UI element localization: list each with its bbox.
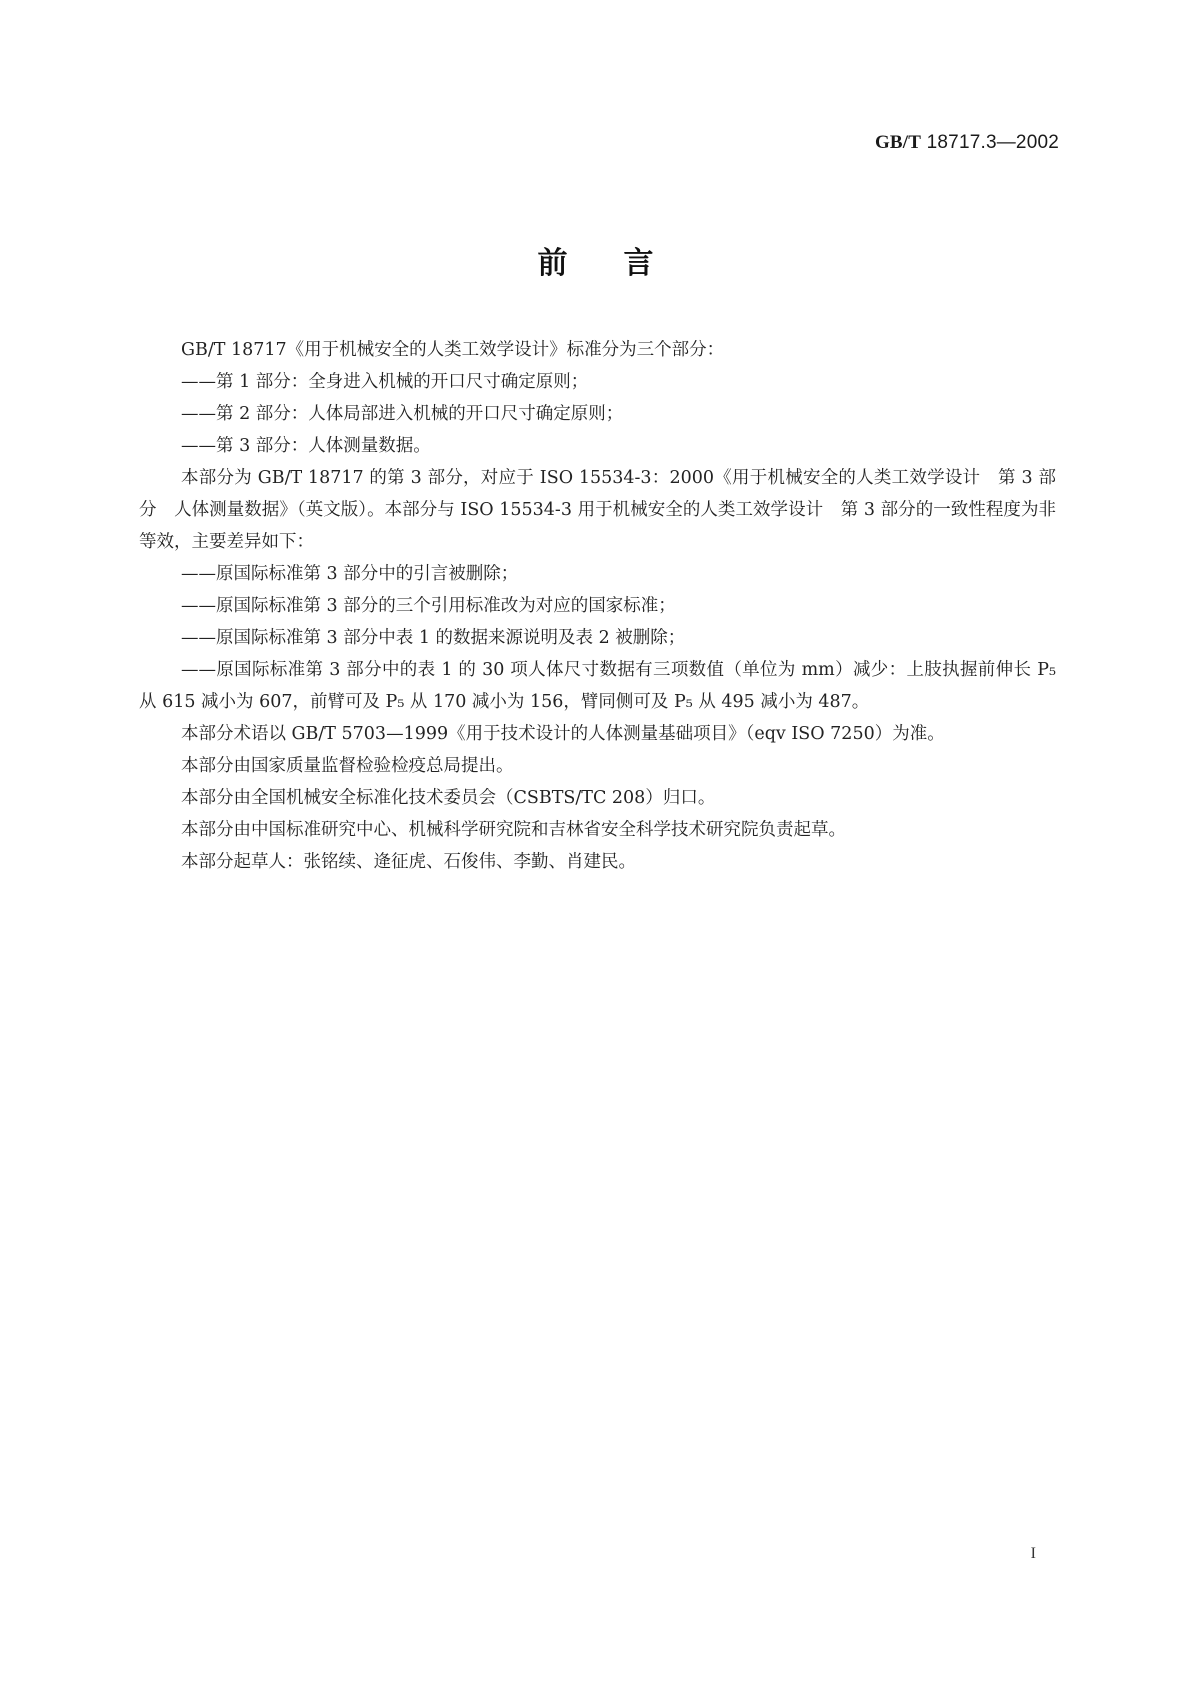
- paragraph-terminology: 本部分术语以 GB/T 5703—1999《用于技术设计的人体测量基础项目》（eqv ISO 7250）为准。: [181, 724, 945, 744]
- list-item-part-1: ——第 1 部分：全身进入机械的开口尺寸确定原则；: [181, 372, 589, 392]
- paragraph-drafted-by: 本部分由中国标准研究中心、机械科学研究院和吉林省安全科学技术研究院负责起草。: [181, 820, 846, 840]
- standard-code-prefix: GB/T: [874, 132, 922, 153]
- list-item-part-2: ——第 2 部分：人体局部进入机械的开口尺寸确定原则；: [181, 404, 624, 424]
- foreword-body: [139, 334, 1056, 878]
- page-title: 前言: [537, 246, 710, 281]
- paragraph-centralized-by: 本部分由全国机械安全标准化技术委员会（CSBTS/TC 208）归口。: [181, 788, 716, 808]
- standard-code: [875, 132, 1059, 154]
- standard-code-number: 18717.3—2002: [921, 132, 1059, 153]
- paragraph-drafters: 本部分起草人：张铭续、逄征虎、石俊伟、李勤、肖建民。: [181, 852, 636, 872]
- paragraph-correspondence: 本部分为 GB/T 18717 的第 3 部分，对应于 ISO 15534-3：2000《用于机械安全的人类工效学设计 第 3 部分 人体测量数据》（英文版）。本部分与 ISO 15534-3 用于机械安全的人类工效学设计 第 3 部分的一致性程度为非等效，主要差异如下：: [139, 468, 1056, 552]
- list-item-part-3: ——第 3 部分：人体测量数据。: [181, 436, 431, 456]
- page-number: I: [1030, 1545, 1036, 1562]
- list-item-difference-2: ——原国际标准第 3 部分的三个引用标准改为对应的国家标准；: [181, 596, 676, 616]
- list-item-difference-4: ——原国际标准第 3 部分中的表 1 的 30 项人体尺寸数据有三项数值（单位为 mm）减少：上肢执握前伸长 P₅ 从 615 减小为 607，前臂可及 P₅ 从 170 减小为 156，臂同侧可及 P₅ 从 495 减小为 487。: [139, 660, 1056, 712]
- list-item-difference-3: ——原国际标准第 3 部分中表 1 的数据来源说明及表 2 被删除；: [181, 628, 686, 648]
- paragraph-intro: GB/T 18717《用于机械安全的人类工效学设计》标准分为三个部分：: [181, 340, 725, 360]
- paragraph-proposed-by: 本部分由国家质量监督检验检疫总局提出。: [181, 756, 514, 776]
- list-item-difference-1: ——原国际标准第 3 部分中的引言被删除；: [181, 564, 519, 584]
